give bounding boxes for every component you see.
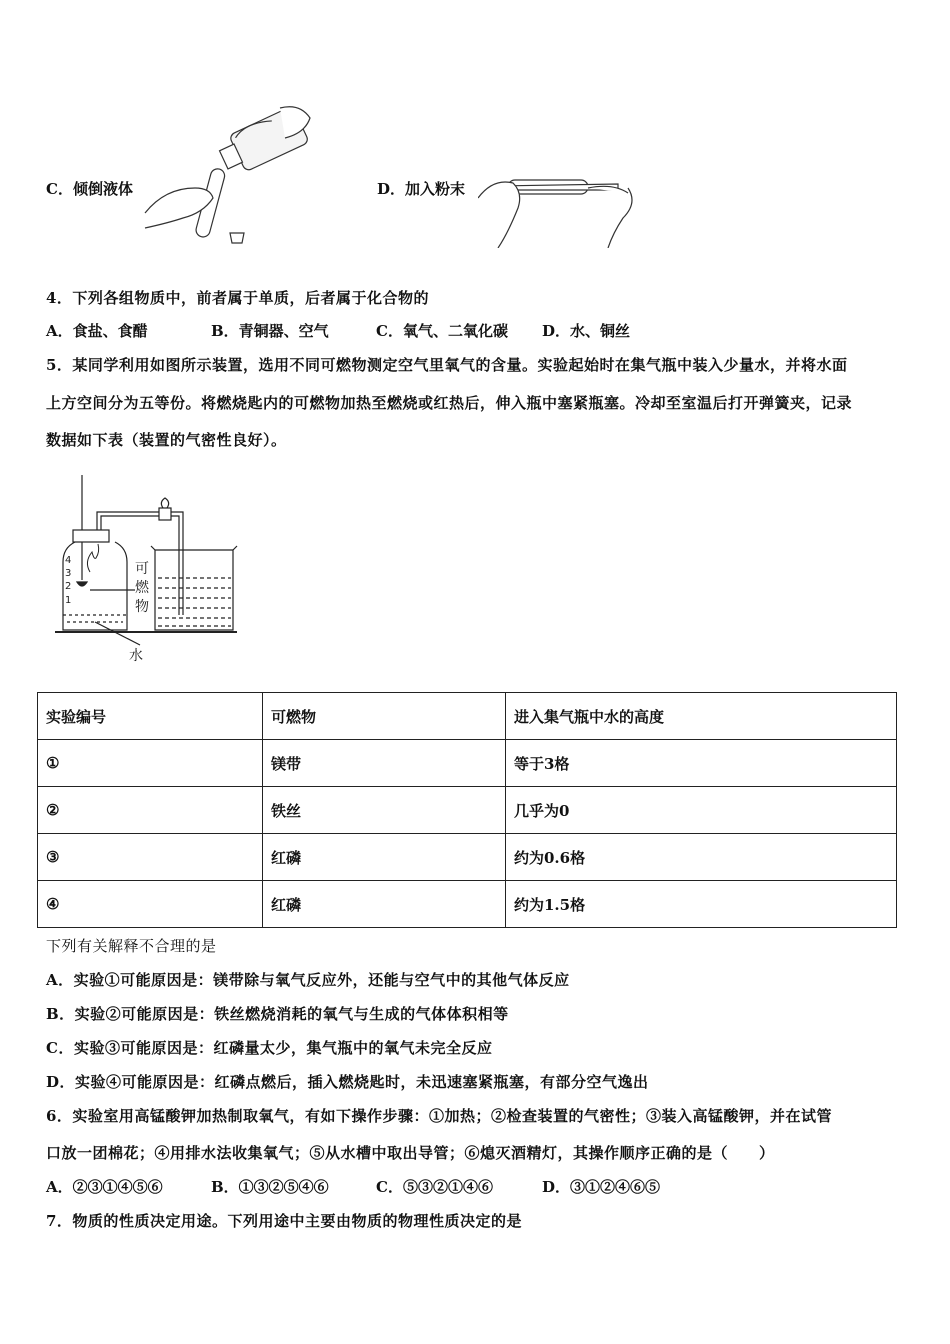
table-cell: 红磷 [263,834,506,881]
label-combustible-1: 可 [135,561,149,577]
q4-option-a: A．食盐、食醋 [46,322,148,340]
q7-stem: 7．物质的性质决定用途。下列用途中主要由物质的物理性质决定的是 [46,1212,522,1230]
table-header: 进入集气瓶中水的高度 [506,693,897,740]
table-row [38,834,897,881]
label-water: 水 [129,648,143,664]
q5-stem-line-3: 数据如下表（装置的气密性良好）。 [46,431,287,449]
q4-option-d: D．水、铜丝 [542,322,631,340]
table-header: 可燃物 [263,693,506,740]
table-cell: ③ [38,834,263,881]
q6-option-a: A．②③①④⑤⑥ [46,1178,163,1196]
table-cell: 等于3格 [506,740,897,787]
label-combustible-2: 燃 [135,580,149,596]
scale-mark-3: 3 [65,568,72,579]
table-cell: 约为1.5格 [506,881,897,928]
oxygen-measurement-apparatus [55,470,245,665]
table-row [38,740,897,787]
scale-mark-2: 2 [65,581,72,592]
table-cell: 铁丝 [263,787,506,834]
q5-option-d: D．实验④可能原因是：红磷点燃后，插入燃烧匙时，未迅速塞紧瓶塞，有部分空气逸出 [46,1073,649,1091]
add-powder-illustration [478,168,638,248]
q5-stem-line-2: 上方空间分为五等份。将燃烧匙内的可燃物加热至燃烧或红热后，伸入瓶中塞紧瓶塞。冷却至室温后打开弹簧夹，记录 [46,394,853,412]
table-cell: ① [38,740,263,787]
table-row [38,787,897,834]
table-header: 实验编号 [38,693,263,740]
pour-liquid-illustration [140,98,320,248]
q5-stem-line-1: 5．某同学利用如图所示装置，选用不同可燃物测定空气里氧气的含量。实验起始时在集气瓶中装入少量水，并将水面 [46,356,848,374]
q4-option-c: C．氧气、二氧化碳 [376,322,508,340]
experiment-table [37,692,897,928]
q5-option-c: C．实验③可能原因是：红磷量太少，集气瓶中的氧气未完全反应 [46,1039,493,1057]
q4-option-b: B．青铜器、空气 [211,322,329,340]
q6-stem-line-1: 6．实验室用高锰酸钾加热制取氧气，有如下操作步骤：①加热；②检查装置的气密性；③装入高锰酸钾，并在试管 [46,1107,832,1125]
table-cell: 约为0.6格 [506,834,897,881]
scale-mark-4: 4 [65,555,72,566]
q6-option-d: D．③①②④⑥⑤ [542,1178,661,1196]
label-combustible-3: 物 [135,599,149,615]
table-cell: ④ [38,881,263,928]
q6-stem-line-2: 口放一团棉花；④用排水法收集氧气；⑤从水槽中取出导管；⑥熄灭酒精灯，其操作顺序正确的是（ ） [46,1144,775,1162]
q6-option-b: B．①③②⑤④⑥ [211,1178,329,1196]
q5-option-b: B．实验②可能原因是：铁丝燃烧消耗的氧气与生成的气体体积相等 [46,1005,509,1023]
table-row [38,881,897,928]
table-header-row [38,693,897,740]
table-cell: 红磷 [263,881,506,928]
q3-option-c: C．倾倒液体 [46,180,133,198]
scale-mark-1: 1 [65,595,72,606]
q4-stem: 4．下列各组物质中，前者属于单质，后者属于化合物的 [46,289,429,307]
q3-option-d: D．加入粉末 [377,180,466,198]
table-cell: 镁带 [263,740,506,787]
q6-option-c: C．⑤③②①④⑥ [376,1178,493,1196]
q5-prompt: 下列有关解释不合理的是 [46,937,217,955]
q5-option-a: A．实验①可能原因是：镁带除与氧气反应外，还能与空气中的其他气体反应 [46,971,570,989]
table-cell: 几乎为0 [506,787,897,834]
table-cell: ② [38,787,263,834]
